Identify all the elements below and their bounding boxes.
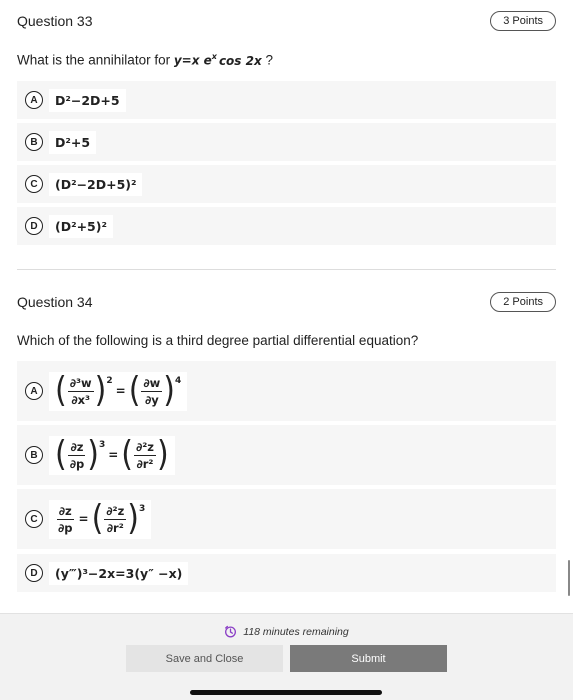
option-letter: B	[25, 446, 43, 464]
option-text: D²+5	[49, 131, 96, 154]
option-letter: B	[25, 133, 43, 151]
timer	[0, 625, 573, 638]
option-equation: ( $\frac{\text{∂³w}}{\text{∂x³}}$ ) 2 = ( $\frac{\partial w}{\partial y}$ ) 4	[49, 372, 187, 411]
option-d[interactable]	[17, 554, 556, 592]
option-a[interactable]	[17, 361, 556, 421]
home-indicator[interactable]	[190, 690, 382, 695]
question-prompt: What is the annihilator for y=x $e^x$ cos 2x ?	[17, 52, 273, 68]
footer	[0, 613, 573, 700]
option-text: (D²−2D+5)²	[49, 173, 142, 196]
option-letter: C	[25, 510, 43, 528]
option-equation: ( $\frac{\partial z}{\partial p}$ ) 3 = ( $\frac{\text{∂²z}}{\text{∂r²}}$ )	[49, 436, 175, 475]
scrollbar[interactable]	[568, 560, 570, 596]
option-a[interactable]	[17, 81, 556, 119]
question-prompt: Which of the following is a third degree partial differential equation?	[17, 333, 419, 348]
divider	[17, 269, 556, 270]
option-letter: D	[25, 564, 43, 582]
option-c[interactable]	[17, 489, 556, 549]
option-letter: D	[25, 217, 43, 235]
timer-icon	[224, 625, 237, 638]
option-letter: C	[25, 175, 43, 193]
points-badge: 2 Points	[490, 292, 556, 312]
option-c[interactable]	[17, 165, 556, 203]
option-letter: A	[25, 91, 43, 109]
save-and-close-button[interactable]: Save and Close	[126, 645, 283, 672]
option-text: (D²+5)²	[49, 215, 113, 238]
timer-text: 118 minutes remaining	[243, 625, 349, 638]
option-letter: A	[25, 382, 43, 400]
question-title: Question 34	[17, 294, 93, 310]
option-text: D²−2D+5	[49, 89, 126, 112]
question-title: Question 33	[17, 13, 93, 29]
option-text: (y‴)³−2x=3(y″ −x)	[49, 562, 188, 585]
question-33-header	[17, 11, 556, 31]
option-d[interactable]	[17, 207, 556, 245]
points-badge: 3 Points	[490, 11, 556, 31]
option-equation: $\frac{\partial z}{\partial p}$ = ( $\frac{\text{∂²z}}{\text{∂r²}}$ ) 3	[49, 500, 151, 539]
option-b[interactable]	[17, 123, 556, 161]
submit-button[interactable]: Submit	[290, 645, 447, 672]
question-34-header	[17, 292, 556, 312]
option-b[interactable]	[17, 425, 556, 485]
